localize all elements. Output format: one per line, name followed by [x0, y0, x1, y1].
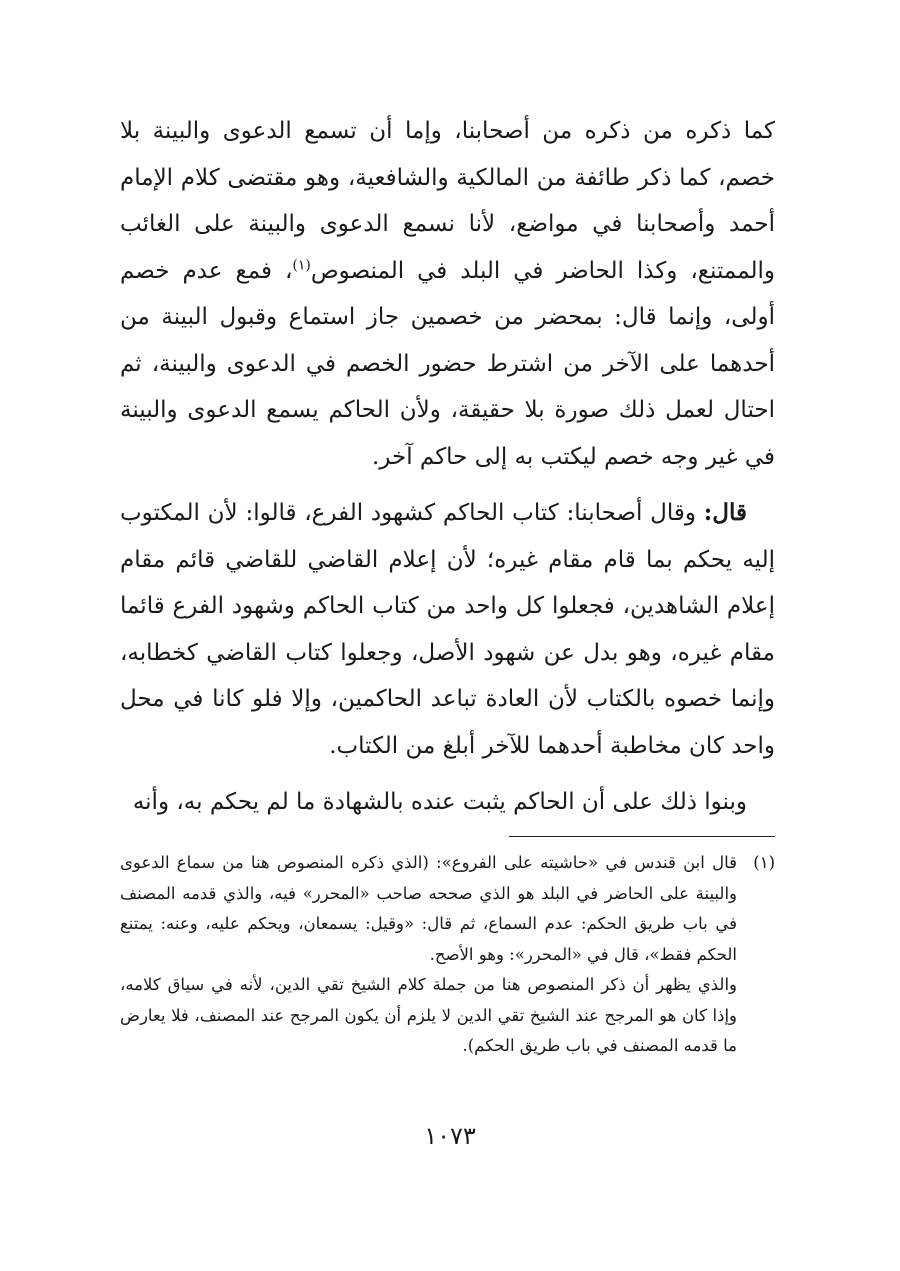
main-text	[120, 108, 775, 826]
paragraph-2-speaker: قال:	[703, 499, 747, 526]
footnote-1-paragraph-1: قال ابن قندس في «حاشيته على الفروع»: (الذي ذكره المنصوص هنا من سماع الدعوى والبينة على الحاضر في البلد هو الذي صححه صاحب «المحرر» فيه، والذي قدمه المصنف في باب طريق الحكم: عدم السماع، ثم قال: «وقيل: يسمعان، ويحكم عليه، وعنه: يمتنع الحكم فقط»، قال في «المحرر»: وهو الأصح.	[120, 853, 737, 964]
page-content	[120, 108, 775, 1055]
footnote-divider	[509, 836, 775, 837]
footnote-1-paragraph-2: والذي يظهر أن ذكر المنصوص هنا من جملة كلام الشيخ تقي الدين، لأنه في سياق كلامه، وإذا كان هو المرجح عند الشيخ تقي الدين لا يلزم أن يكون المرجح عند المصنف، فلا يعارض ما قدمه المصنف في باب طريق الحكم).	[120, 975, 737, 1055]
paragraph-1-text-after-marker: ، فمع عدم خصم أولى، وإنما قال: بمحضر من خصمين جاز استماع وقبول البينة من أحدهما على الآخر من اشترط حضور الخصم في الدعوى والبينة، ثم احتال لعمل ذلك صورة بلا حقيقة، ولأن الحاكم يسمع الدعوى والبينة في غير وجه خصم ليكتب به إلى حاكم آخر.	[120, 257, 775, 470]
footnote-1-body	[120, 848, 737, 1062]
footnote-1-number: (١)	[753, 853, 775, 872]
page-number: ١٠٧٣	[424, 1122, 476, 1150]
footnote-reference-1[interactable]: (١)	[292, 256, 311, 273]
paragraph-2-text: وقال أصحابنا: كتاب الحاكم كشهود الفرع، قالوا: لأن المكتوب إليه يحكم بما قام مقام غيره؛ لأن إعلام القاضي للقاضي قائم مقام إعلام الشاهدين، فجعلوا كل واحد من كتاب الحاكم وشهود الفرع قائما مقام غيره، وهو بدل عن شهود الأصل، وجعلوا كتاب القاضي كخطابه، وإنما خصوه بالكتاب لأن العادة تباعد الحاكمين، وإلا فلو كانا في محل واحد كان مخاطبة أحدهما للآخر أبلغ من الكتاب.	[120, 500, 775, 759]
paragraph-3	[120, 779, 775, 826]
paragraph-1-text-before-marker: كما ذكره من ذكره من أصحابنا، وإما أن تسمع الدعوى والبينة بلا خصم، كما ذكر طائفة من المالكية والشافعية، وهو مقتضى كلام الإمام أحمد وأصحابنا في مواضع، لأنا نسمع الدعوى والبينة على الغائب والممتنع، وكذا الحاضر في البلد في المنصوص	[120, 118, 775, 284]
footnotes	[120, 848, 775, 1062]
paragraph-3-text: وبنوا ذلك على أن الحاكم يثبت عنده بالشهادة ما لم يحكم به، وأنه	[132, 789, 747, 815]
paragraph-1	[120, 108, 775, 480]
footnote-1	[120, 848, 775, 1062]
paragraph-2	[120, 490, 775, 769]
